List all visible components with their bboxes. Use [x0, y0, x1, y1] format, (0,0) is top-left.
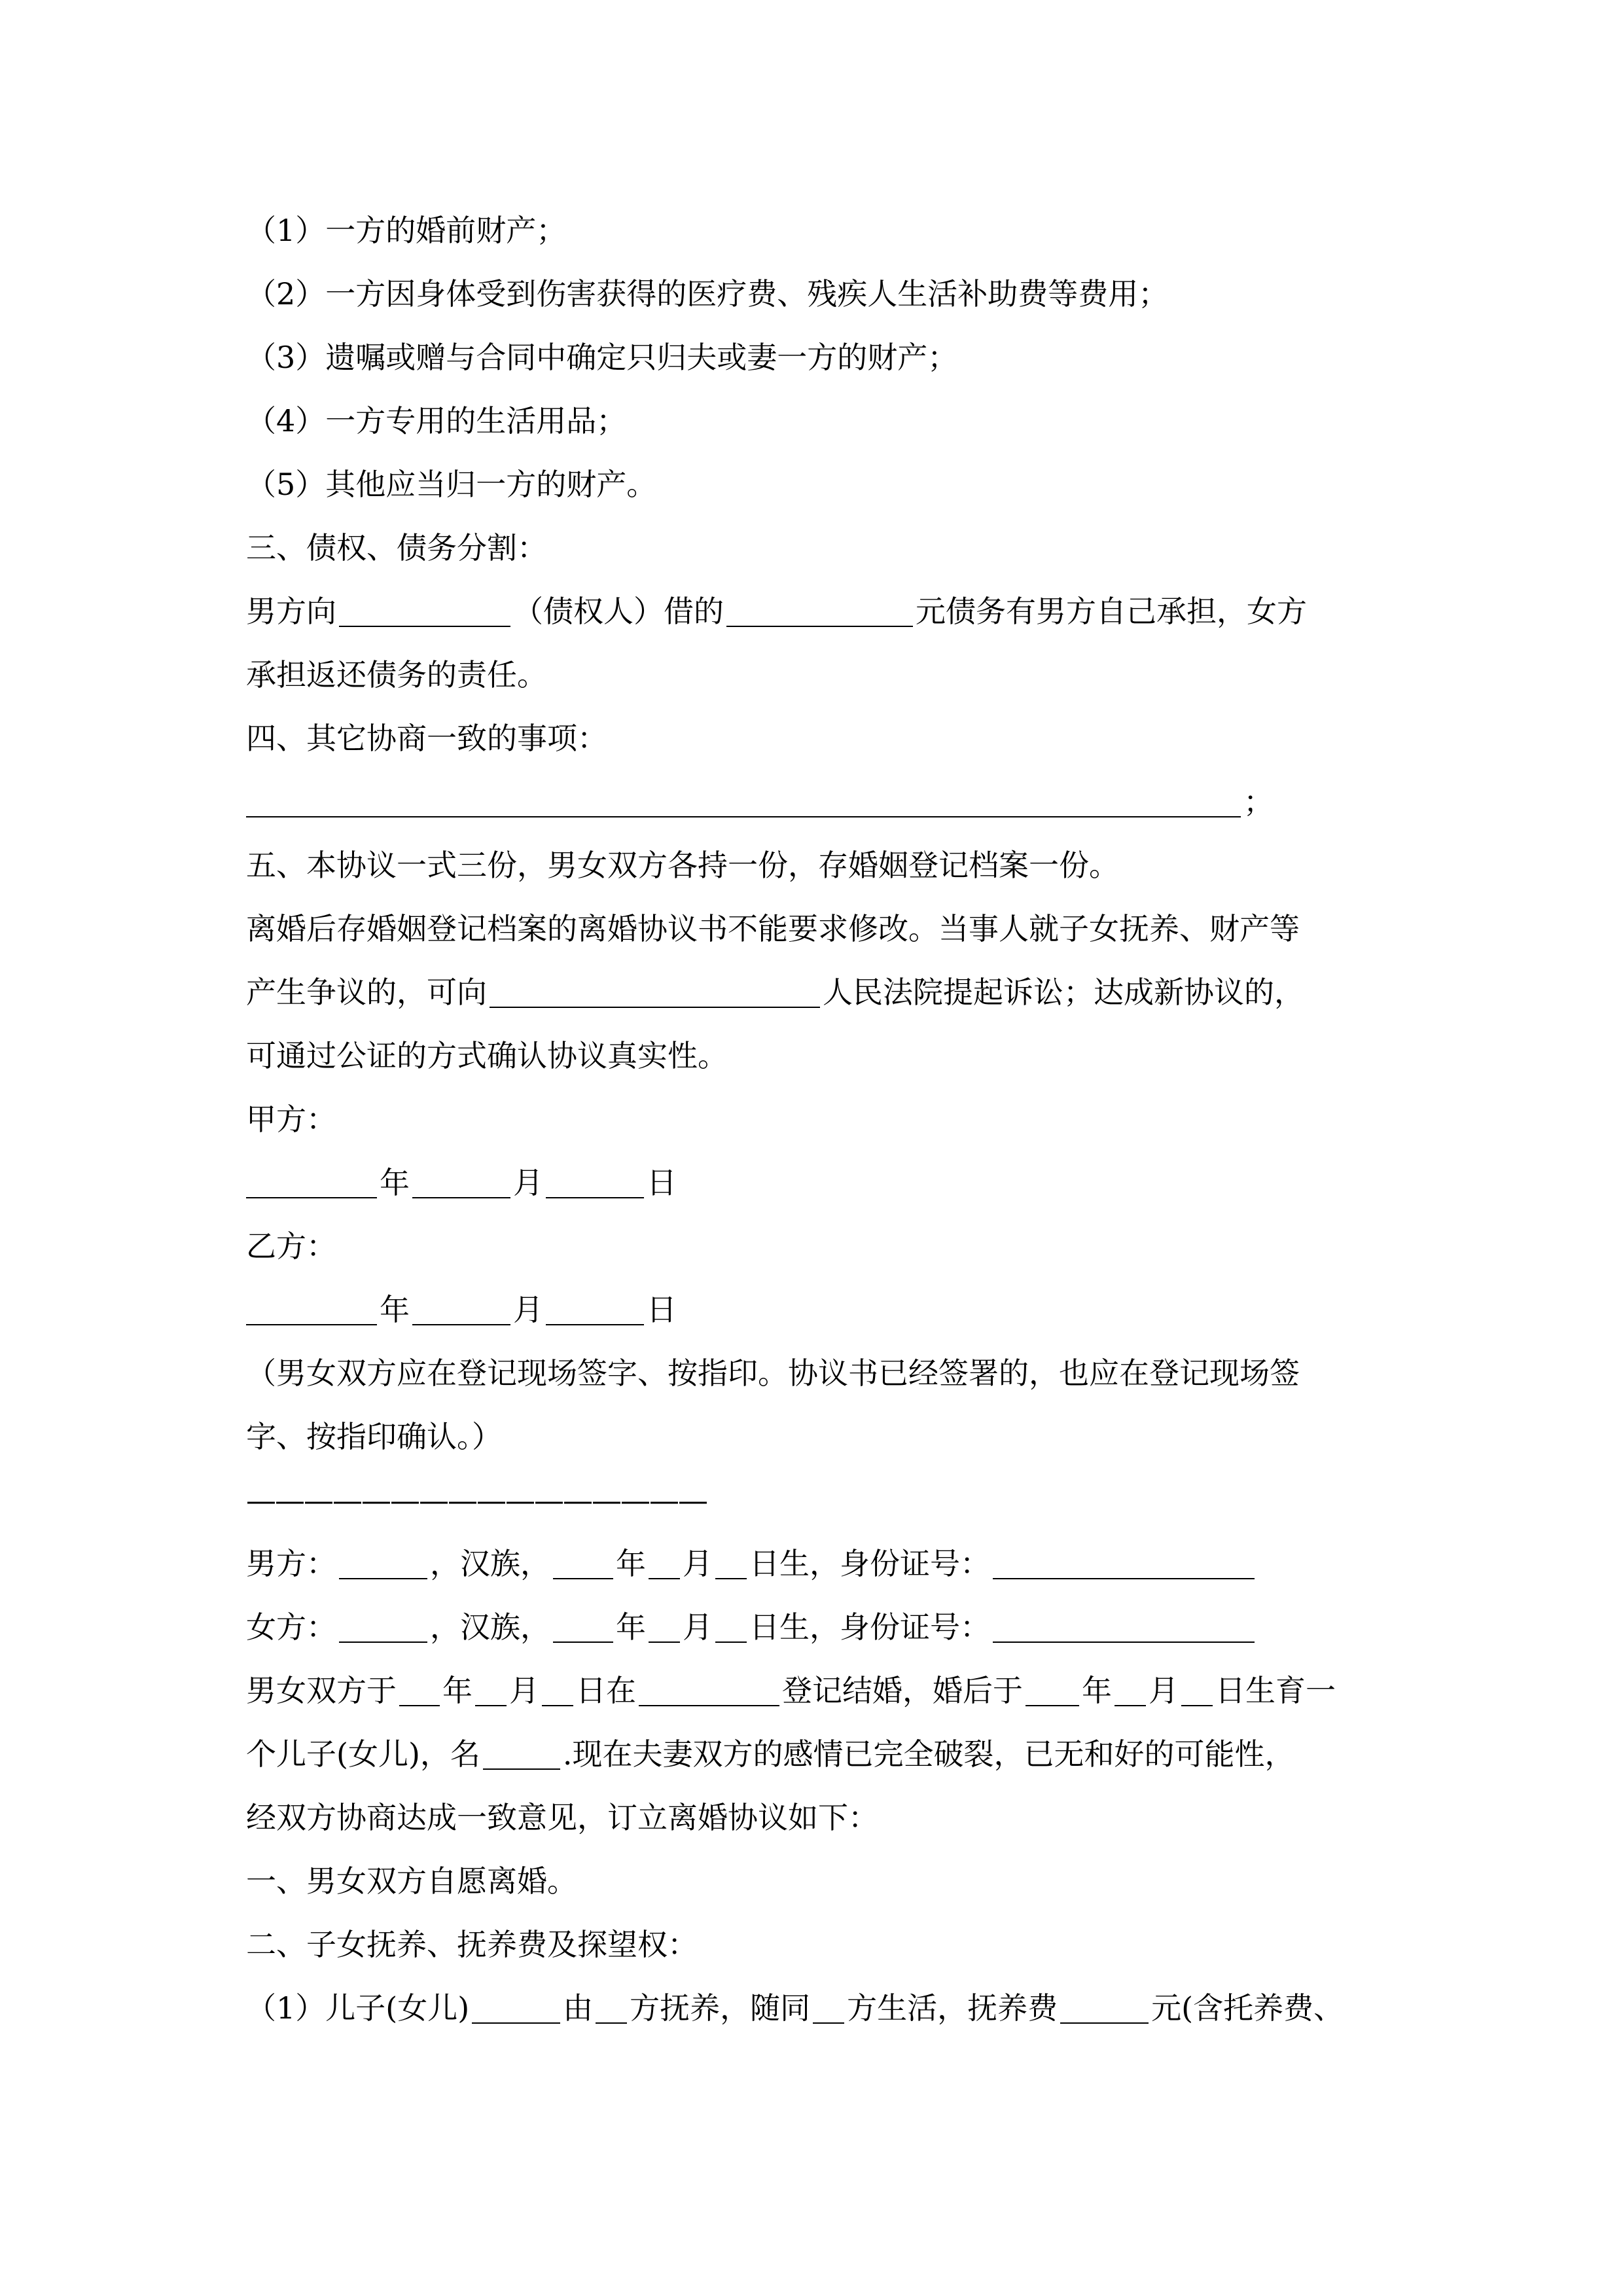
text: （债权人）借的 [513, 594, 724, 629]
text: 产生争议的，可向 [246, 975, 487, 1010]
blank-field [542, 1676, 573, 1706]
document-body [246, 199, 1398, 2040]
clause-heading: 一、男女双方自愿离婚。 [246, 1863, 577, 1899]
blank-field [472, 1994, 560, 2024]
blank-field [246, 1295, 377, 1325]
text: ； [1243, 784, 1274, 819]
blank-field [339, 1549, 427, 1579]
blank-field [483, 1740, 560, 1770]
blank-field [649, 1549, 680, 1579]
blank-field [715, 1613, 747, 1643]
list-item: （5）其他应当归一方的财产。 [246, 467, 657, 502]
text: 年 [442, 1673, 473, 1708]
text: 日生，身份证号： [749, 1546, 990, 1581]
blank-field [475, 1676, 507, 1706]
list-item: （3）遗嘱或赠与合同中确定只归夫或妻一方的财产； [246, 340, 958, 375]
blank-field [649, 1613, 680, 1643]
text: 年 [616, 1546, 646, 1581]
text: .现在夫妻双方的感情已完全破裂，已无和好的可能性， [562, 1736, 1295, 1772]
clause-heading: 二、子女抚养、抚养费及探望权： [246, 1927, 698, 1962]
blank-field [993, 1613, 1255, 1643]
text: 日生育一 [1215, 1673, 1336, 1708]
text: 登记结婚，婚后于 [782, 1673, 1023, 1708]
blank-field [1181, 1676, 1213, 1706]
blank-field [993, 1549, 1255, 1579]
blank-field [1026, 1676, 1079, 1706]
blank-field [399, 1676, 440, 1706]
text: ，汉族， [430, 1609, 550, 1645]
party-b-label: 乙方： [246, 1229, 336, 1264]
blank-field [490, 978, 820, 1008]
marriage-line-1 [246, 1659, 1398, 1723]
list-item: （2）一方因身体受到伤害获得的医疗费、残疾人生活补助费等费用； [246, 276, 1169, 312]
blank-field [246, 787, 1241, 817]
text: 年 [380, 1165, 410, 1200]
text: 日 [647, 1165, 677, 1200]
blank-field [596, 1994, 627, 2024]
list-item: （4）一方专用的生活用品； [246, 403, 627, 439]
blank-field [546, 1168, 644, 1198]
text: （1）儿子(女儿) [246, 1990, 470, 2026]
section-heading: 五、本协议一式三份，男女双方各持一份，存婚姻登记档案一份。 [246, 848, 1119, 883]
debt-line-2: 承担返还债务的责任。 [246, 657, 547, 692]
blank-field [726, 597, 913, 627]
blank-field [246, 1168, 377, 1198]
date-line [246, 1151, 1398, 1215]
paragraph-line: 离婚后存婚姻登记档案的离婚协议书不能要求修改。当事人就子女抚养、财产等 [246, 911, 1300, 946]
text: ，汉族， [430, 1546, 550, 1581]
text: 月 [683, 1546, 713, 1581]
blank-field [546, 1295, 644, 1325]
text: 月 [513, 1165, 543, 1200]
text: 月 [513, 1292, 543, 1327]
note-line: 字、按指印确认。） [246, 1419, 502, 1454]
text: 年 [616, 1609, 646, 1645]
blank-field [553, 1549, 613, 1579]
blank-field [813, 1994, 844, 2024]
text: 方生活，抚养费 [847, 1990, 1058, 2026]
text: 月 [1149, 1673, 1179, 1708]
note-line: （男女双方应在登记现场签字、按指印。协议书已经签署的，也应在登记现场签 [246, 1355, 1300, 1391]
separator: ———————————————— [246, 1482, 707, 1518]
text: 个儿子(女儿)，名 [246, 1736, 480, 1772]
blank-field [412, 1168, 510, 1198]
text: 男女双方于 [246, 1673, 397, 1708]
list-item: （1）一方的婚前财产； [246, 213, 567, 248]
party-a-label: 甲方： [246, 1102, 336, 1137]
blank-field [412, 1295, 510, 1325]
text: 年 [380, 1292, 410, 1327]
paragraph-line: 可通过公证的方式确认协议真实性。 [246, 1038, 728, 1073]
blank-field [553, 1613, 613, 1643]
blank-field [639, 1676, 779, 1706]
text: 日生，身份证号： [749, 1609, 990, 1645]
text: 男方向 [246, 594, 336, 629]
blank-field [1060, 1994, 1149, 2024]
blank-field [1115, 1676, 1146, 1706]
text: 元债务有男方自己承担，女方 [916, 594, 1307, 629]
text: 月 [683, 1609, 713, 1645]
text: 方抚养，随同 [630, 1990, 811, 2026]
section-heading: 三、债权、债务分割： [246, 530, 547, 565]
text: 人民法院提起诉讼；达成新协议的， [823, 975, 1304, 1010]
text: 男方： [246, 1546, 336, 1581]
blank-field [339, 1613, 427, 1643]
section-heading: 四、其它协商一致的事项： [246, 721, 607, 756]
text: 月 [509, 1673, 539, 1708]
text: 由 [563, 1990, 594, 2026]
marriage-line-2 [246, 1723, 1398, 1786]
marriage-line-3: 经双方协商达成一致意见，订立离婚协议如下： [246, 1800, 878, 1835]
blank-field [715, 1549, 747, 1579]
text: 日在 [576, 1673, 636, 1708]
male-info-line [246, 1532, 1398, 1596]
child-custody-line [246, 1977, 1398, 2040]
text: 年 [1082, 1673, 1112, 1708]
text: 女方： [246, 1609, 336, 1645]
paragraph-line [246, 961, 1398, 1024]
blank-field [339, 597, 510, 627]
text: 日 [647, 1292, 677, 1327]
other-matters-line [246, 770, 1398, 834]
debt-line-1 [246, 580, 1398, 643]
text: 元(含托养费、 [1151, 1990, 1344, 2026]
date-line [246, 1278, 1398, 1342]
female-info-line [246, 1596, 1398, 1659]
